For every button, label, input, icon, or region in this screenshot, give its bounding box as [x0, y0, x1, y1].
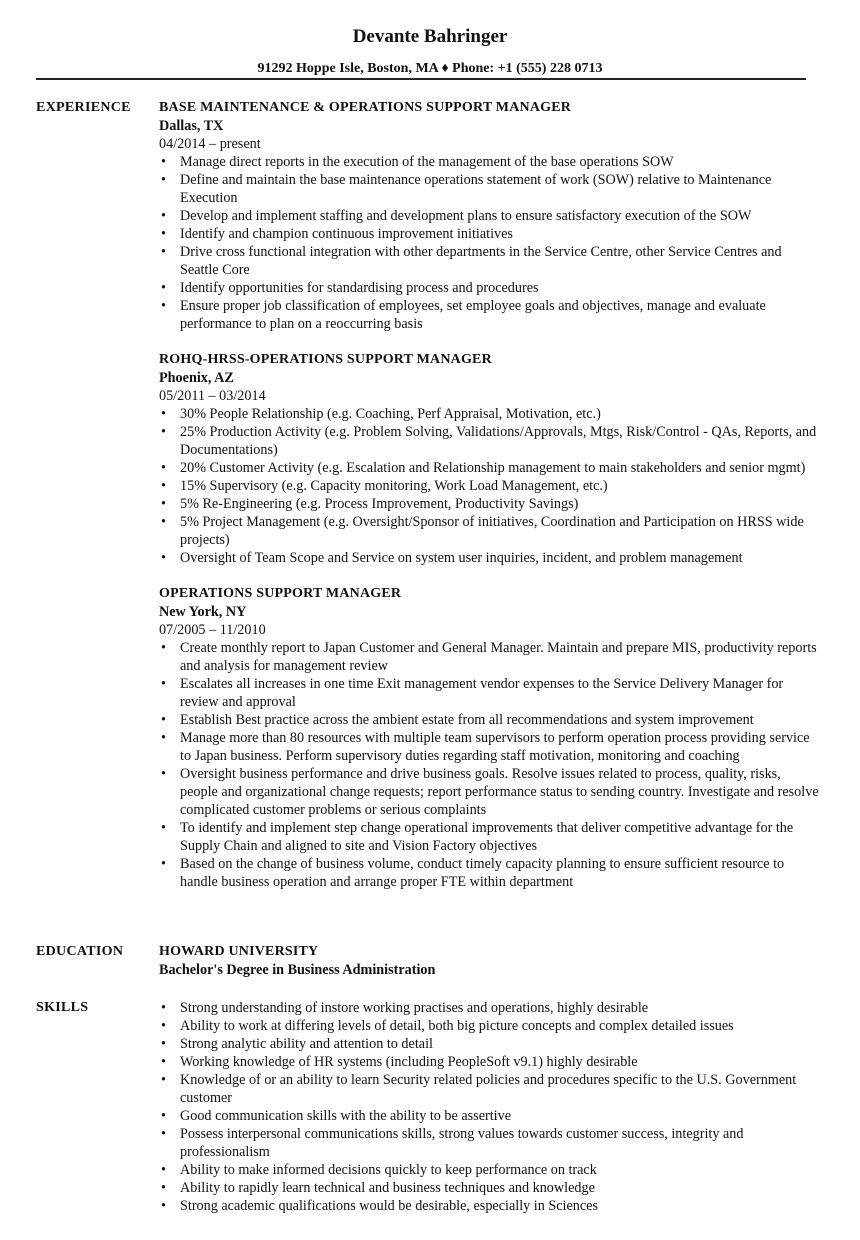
job-bullet — [159, 225, 819, 243]
bullet-text: Ensure proper job classification of employees, set employee goals and objectives, manage and evaluate performance to plan on a reoccurring basis — [180, 298, 766, 332]
contact-line: 91292 Hoppe Isle, Boston, MA ♦ Phone: +1 (555) 228 0713 — [257, 61, 603, 76]
skill-text: Good communication skills with the ability to be assertive — [180, 1108, 511, 1124]
bullet-dot-icon: • — [161, 1072, 166, 1088]
job-dates: 07/2005 – 11/2010 — [159, 622, 266, 638]
bullet-dot-icon: • — [161, 244, 166, 260]
bullet-dot-icon: • — [161, 208, 166, 224]
skill-item — [159, 1179, 819, 1197]
skill-item — [159, 999, 819, 1017]
job-location: New York, NY — [159, 604, 247, 620]
bullet-dot-icon: • — [161, 550, 166, 566]
skill-text: Strong analytic ability and attention to detail — [180, 1036, 433, 1052]
bullet-text: Create monthly report to Japan Customer and General Manager. Maintain and prepare MIS, productivity reports and analysis for management review — [180, 640, 817, 674]
bullet-dot-icon: • — [161, 514, 166, 530]
header-divider — [36, 78, 806, 80]
resume-header — [0, 26, 860, 78]
job-bullet — [159, 171, 819, 207]
experience-body — [159, 99, 819, 909]
bullet-dot-icon: • — [161, 712, 166, 728]
bullet-dot-icon: • — [161, 460, 166, 476]
job-bullet — [159, 819, 819, 855]
bullet-dot-icon: • — [161, 496, 166, 512]
job-bullet — [159, 711, 819, 729]
bullet-text: 15% Supervisory (e.g. Capacity monitoring, Work Load Management, etc.) — [180, 478, 608, 494]
bullet-dot-icon: • — [161, 820, 166, 836]
bullet-dot-icon: • — [161, 406, 166, 422]
job-location: Dallas, TX — [159, 118, 224, 134]
bullet-dot-icon: • — [161, 424, 166, 440]
job-bullet-list — [159, 405, 819, 567]
job-bullet — [159, 675, 819, 711]
section-label-education: EDUCATION — [36, 944, 124, 959]
skill-text: Strong understanding of instore working practises and operations, highly desirable — [180, 1000, 649, 1016]
section-label-experience: EXPERIENCE — [36, 100, 131, 115]
bullet-dot-icon: • — [161, 1108, 166, 1124]
bullet-dot-icon: • — [161, 226, 166, 242]
skills-body — [159, 999, 819, 1215]
job-bullet — [159, 477, 819, 495]
bullet-dot-icon: • — [161, 478, 166, 494]
job-bullet — [159, 639, 819, 675]
skill-text: Knowledge of or an ability to learn Security related policies and procedures specific to the U.S. Government customer — [180, 1072, 797, 1106]
bullet-dot-icon: • — [161, 154, 166, 170]
job-bullet-list — [159, 639, 819, 891]
section-label-skills: SKILLS — [36, 1000, 89, 1015]
bullet-dot-icon: • — [161, 1162, 166, 1178]
skill-item — [159, 1107, 819, 1125]
job-bullet — [159, 549, 819, 567]
bullet-text: Drive cross functional integration with other departments in the Service Centre, other Service Centres and Seattle Core — [180, 244, 782, 278]
bullet-dot-icon: • — [161, 1000, 166, 1016]
education-body — [159, 943, 819, 979]
bullet-dot-icon: • — [161, 856, 166, 872]
bullet-dot-icon: • — [161, 1018, 166, 1034]
bullet-dot-icon: • — [161, 1198, 166, 1214]
bullet-dot-icon: • — [161, 1126, 166, 1142]
school-name: HOWARD UNIVERSITY — [159, 944, 319, 959]
bullet-text: Manage more than 80 resources with multiple team supervisors to perform operation process providing service to Japan business. Perform supervisory duties regarding staff motivation, monitoring and coaching — [180, 730, 810, 764]
job-entry — [159, 99, 819, 333]
skill-text: Possess interpersonal communications skills, strong values towards customer success, integrity and professionalism — [180, 1126, 744, 1160]
job-bullet — [159, 243, 819, 279]
skill-text: Working knowledge of HR systems (including PeopleSoft v9.1) highly desirable — [180, 1054, 638, 1070]
job-title: BASE MAINTENANCE & OPERATIONS SUPPORT MANAGER — [159, 100, 572, 115]
bullet-dot-icon: • — [161, 172, 166, 188]
bullet-text: 20% Customer Activity (e.g. Escalation and Relationship management to main stakeholders and senior mgmt) — [180, 460, 806, 476]
bullet-text: Oversight business performance and drive business goals. Resolve issues related to process, quality, risks, people and organizational change requests; report performance status to sending country. Investigate and resolve complicated customer problems or serious complaints — [180, 766, 819, 818]
skill-text: Ability to work at differing levels of detail, both big picture concepts and complex detailed issues — [180, 1018, 734, 1034]
job-bullet — [159, 405, 819, 423]
skill-item — [159, 1053, 819, 1071]
bullet-text: Define and maintain the base maintenance operations statement of work (SOW) relative to Maintenance Execution — [180, 172, 772, 206]
job-bullet — [159, 513, 819, 549]
job-bullet — [159, 855, 819, 891]
job-bullet — [159, 495, 819, 513]
job-bullet — [159, 729, 819, 765]
skills-list — [159, 999, 819, 1215]
bullet-text: 5% Project Management (e.g. Oversight/Sponsor of initiatives, Coordination and Participation on HRSS wide projects) — [180, 514, 804, 548]
bullet-dot-icon: • — [161, 640, 166, 656]
bullet-text: Oversight of Team Scope and Service on system user inquiries, incident, and problem management — [180, 550, 743, 566]
bullet-dot-icon: • — [161, 1054, 166, 1070]
bullet-text: 5% Re-Engineering (e.g. Process Improvement, Productivity Savings) — [180, 496, 579, 512]
job-bullet — [159, 765, 819, 819]
job-entry — [159, 585, 819, 891]
bullet-dot-icon: • — [161, 766, 166, 782]
bullet-dot-icon: • — [161, 280, 166, 296]
candidate-name: Devante Bahringer — [352, 26, 508, 47]
job-bullet — [159, 459, 819, 477]
bullet-text: Manage direct reports in the execution of the management of the base operations SOW — [180, 154, 674, 170]
bullet-dot-icon: • — [161, 1036, 166, 1052]
bullet-text: 30% People Relationship (e.g. Coaching, Perf Appraisal, Motivation, etc.) — [180, 406, 601, 422]
skill-item — [159, 1035, 819, 1053]
job-bullet — [159, 207, 819, 225]
skill-item — [159, 1017, 819, 1035]
job-entry — [159, 351, 819, 567]
skill-item — [159, 1125, 819, 1161]
bullet-text: Escalates all increases in one time Exit management vendor expenses to the Service Delivery Manager for review and approval — [180, 676, 784, 710]
job-dates: 05/2011 – 03/2014 — [159, 388, 266, 404]
skill-text: Ability to make informed decisions quickly to keep performance on track — [180, 1162, 597, 1178]
job-bullet — [159, 297, 819, 333]
job-bullet — [159, 153, 819, 171]
bullet-dot-icon: • — [161, 676, 166, 692]
skill-item — [159, 1197, 819, 1215]
bullet-text: Based on the change of business volume, conduct timely capacity planning to ensure sufficient resource to handle business operation and arrange proper FTE within department — [180, 856, 785, 890]
job-title: ROHQ-HRSS-OPERATIONS SUPPORT MANAGER — [159, 352, 492, 367]
bullet-text: To identify and implement step change operational improvements that deliver competitive advantage for the Supply Chain and aligned to site and Vision Factory objectives — [180, 820, 794, 854]
job-dates: 04/2014 – present — [159, 136, 261, 152]
bullet-dot-icon: • — [161, 298, 166, 314]
bullet-text: Establish Best practice across the ambient estate from all recommendations and system improvement — [180, 712, 754, 728]
bullet-text: Identify and champion continuous improvement initiatives — [180, 226, 513, 242]
bullet-dot-icon: • — [161, 1180, 166, 1196]
bullet-dot-icon: • — [161, 730, 166, 746]
job-bullet-list — [159, 153, 819, 333]
skill-text: Ability to rapidly learn technical and business techniques and knowledge — [180, 1180, 595, 1196]
bullet-text: 25% Production Activity (e.g. Problem Solving, Validations/Approvals, Mtgs, Risk/Control - QAs, Reports, and Documentations) — [180, 424, 817, 458]
job-title: OPERATIONS SUPPORT MANAGER — [159, 586, 402, 601]
bullet-text: Develop and implement staffing and development plans to ensure satisfactory execution of the SOW — [180, 208, 752, 224]
job-bullet — [159, 423, 819, 459]
job-bullet — [159, 279, 819, 297]
job-location: Phoenix, AZ — [159, 370, 234, 386]
skill-text: Strong academic qualifications would be desirable, especially in Sciences — [180, 1198, 598, 1214]
bullet-text: Identify opportunities for standardising process and procedures — [180, 280, 539, 296]
skill-item — [159, 1161, 819, 1179]
skill-item — [159, 1071, 819, 1107]
degree-name: Bachelor's Degree in Business Administration — [159, 962, 436, 978]
